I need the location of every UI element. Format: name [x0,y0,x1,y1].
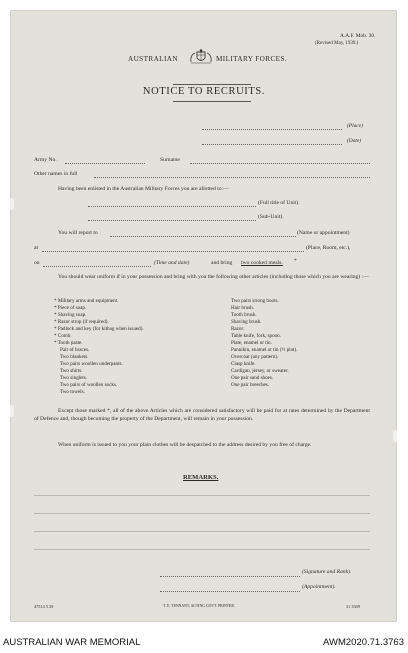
org-name-right: MILITARY FORCES. [216,55,288,63]
list-item: Two pairs woollen underpants. [60,361,123,367]
footer-printer: T. E. TENNANT, ACTING GOVT. PRINTER. [163,604,235,608]
list-item: Plate, enamel or tin. [231,340,272,346]
place-field[interactable] [202,129,342,130]
title-rule-top [173,84,251,85]
punch-hole [393,430,397,442]
articles-right-list [231,298,298,389]
list-item: Hair brush. [231,305,254,311]
list-item: Clasp knife. [231,361,256,367]
allotted-text: Having been enlisted in the Australian Military Forces you are allotted to:— [58,186,229,192]
plain-clothes-paragraph: When uniform is issued to you your plain clothes will be despatched to the address desired by you free of charge. [58,442,312,448]
form-revised: (Revised May, 1939.) [315,41,359,46]
footer-print-code: 47514 5.39 [34,604,54,609]
list-item: Tooth brush. [231,312,257,318]
place-label: (Place) [347,123,363,129]
date-label: (Date) [347,138,362,144]
list-item: * Military arms and equipment. [54,298,119,304]
time-date-label: (Time and date) [154,260,190,266]
org-name-left: AUSTRALIAN [128,55,178,63]
remarks-line[interactable] [34,549,370,550]
punch-hole [10,405,14,417]
page-title: NOTICE TO RECRUITS. [142,86,266,97]
list-item: * Comb. [54,333,72,339]
archive-caption-bar [0,632,408,653]
list-item: * Shaving soap. [54,312,87,318]
list-item: Shaving brush. [231,319,262,325]
signature-field[interactable] [160,576,300,577]
subunit-label: (Sub-Unit). [258,214,284,220]
army-no-field[interactable] [65,163,145,164]
list-item: Pannikin, enamel or tin (½ pint). [231,347,298,353]
recruit-notice-form [10,10,397,622]
punch-hole [10,198,14,210]
footer-number: 31 3309 [346,604,360,609]
list-item: Two pairs strong boots. [231,298,279,304]
list-item: * Piece of soap. [54,305,87,311]
report-to-field[interactable] [110,236,296,237]
archive-name: AUSTRALIAN WAR MEMORIAL [3,637,141,648]
surname-label: Surname [160,157,180,163]
other-names-label: Other names in full [34,171,78,177]
list-item: One pair sand shoes. [231,375,274,381]
list-item: Two pairs of woollen socks. [60,382,118,388]
uniform-paragraph: You should wear uniform if in your possession and bring with you the following other articles (including those which you are wearing) :— [58,274,369,280]
list-item: * Padlock and key (for kitbag when issued). [54,326,144,332]
report-text: You will report to [58,230,98,236]
place-room-label: (Place, Room, etc.), [306,245,351,251]
articles-left-list [54,298,144,396]
date-field[interactable] [202,144,342,145]
form-code: A.A.F. Mob. 30. [340,33,376,39]
meals-asterisk: * [294,258,297,264]
name-appointment-label: (Name or appointment) [297,230,350,236]
other-names-field[interactable] [94,177,370,178]
time-date-field[interactable] [43,266,151,267]
at-field[interactable] [42,251,304,252]
list-item: Two shirts. [60,368,83,374]
two-cooked-meals: two cooked meals. [241,260,283,266]
list-item: Overcoat (any pattern). [231,354,279,360]
at-label: at [34,245,39,251]
remarks-line[interactable] [34,495,370,496]
title-rule-bottom [173,101,251,102]
remarks-line[interactable] [34,513,370,514]
list-item: Razor. [231,326,245,332]
on-label: on [34,260,40,266]
except-paragraph: Except those marked *, all of the above Articles which are considered satisfactory will be paid for at rates determined by the Department of Defence and, though becoming the property of the Department, will remain in your possession. [34,408,370,422]
remarks-line[interactable] [34,531,370,532]
signature-label: (Signature and Rank). [302,569,352,575]
list-item: Pair of braces. [60,347,90,353]
archive-reference: AWM2020.71.3763 [323,637,404,648]
list-item: Cardigan, jersey, or sweater. [231,368,289,374]
remarks-heading: REMARKS. [183,474,219,481]
list-item: * Tooth paste. [54,340,83,346]
unit-label: (Full title of Unit). [258,200,300,206]
list-item: Two singlets. [60,375,88,381]
bring-text: and bring [211,260,233,266]
list-item: Table knife, fork, spoon. [231,333,282,339]
subunit-field[interactable] [88,220,256,221]
army-no-label: Army No. [34,157,57,163]
list-item: One pair breeches. [231,382,270,388]
list-item: Two towels. [60,389,85,395]
coat-of-arms-emblem [188,49,214,65]
unit-field[interactable] [88,206,256,207]
surname-field[interactable] [190,163,370,164]
list-item: * Razor strop (if required). [54,319,109,325]
list-item: Two blankets. [60,354,89,360]
appointment-label: (Appointment). [302,584,336,590]
appointment-field[interactable] [160,591,300,592]
